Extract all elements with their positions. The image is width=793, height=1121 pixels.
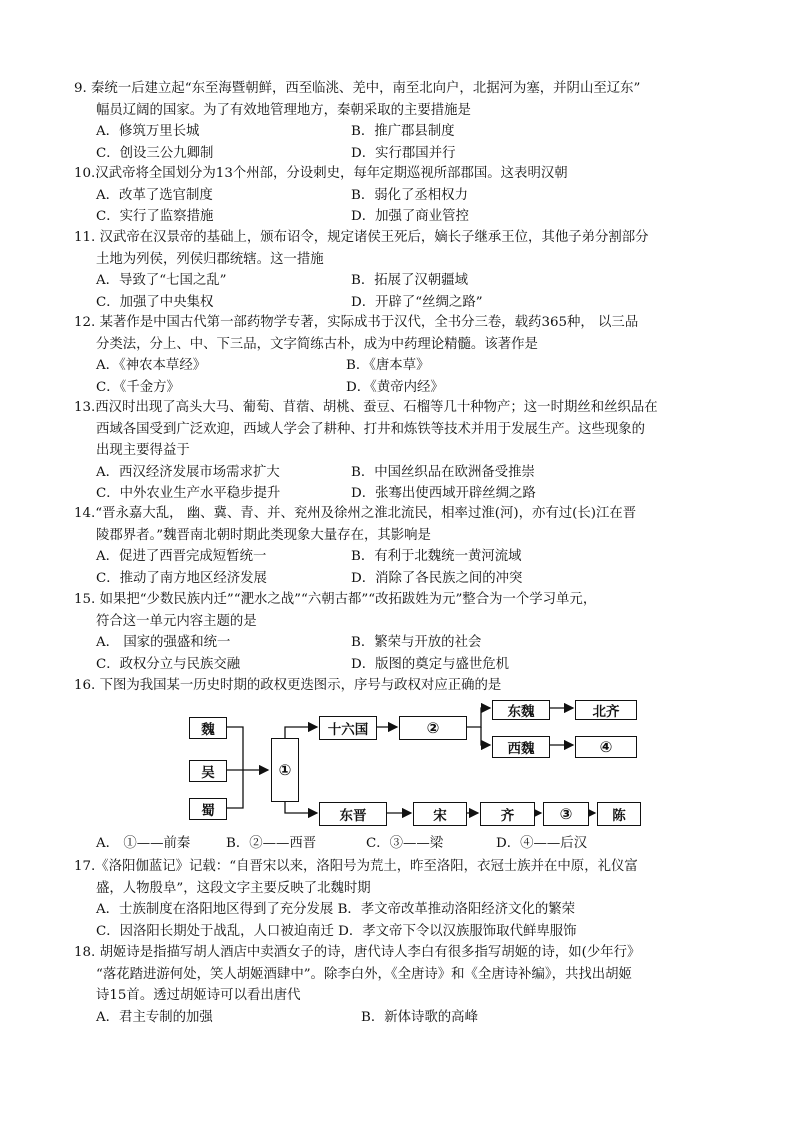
option-b[interactable]: B．拓展了汉朝疆域 [351, 273, 468, 288]
regime-succession-diagram [185, 700, 645, 830]
question-16: 16. 下图为我国某一历史时期的政权更迭图示，序号与政权对应正确的是 [74, 678, 502, 693]
option-d[interactable]: D．张骞出使西域开辟丝绸之路 [351, 486, 536, 501]
box-shiliuguo: 十六国 [319, 716, 377, 740]
option-cd[interactable]: C．因洛阳长期处于战乱，人口被迫南迁 D．孝文帝下令以汉族服饰取代鲜卑服饰 [96, 923, 577, 939]
option-d[interactable]: D．版图的奠定与盛世危机 [351, 656, 510, 672]
option-b[interactable]: B．推广郡县制度 [351, 124, 455, 139]
question-stem: 如果把“少数民族内迁”“淝水之战”“六朝古都”“改拓跋姓为元”整合为一个学习单元， [99, 592, 597, 607]
option-a[interactable]: A．《神农本草经》 [96, 358, 207, 373]
question-13: 13.西汉时出现了高头大马、葡萄、苜蓿、胡桃、蚕豆、石榴等几十种物产；这一时期丝和丝织品在 西域各国受到广泛欢迎，西域人学会了耕种、打井和炼铁等技术并用于发展生产。这些现象的 出现主要得益于 A．西汉经济发展市场需求扩大 B．中国丝织品在欧洲备受推崇 C．中外农业生产水平稳步提升 D．张骞出使西域开辟丝绸之路 [74, 397, 734, 505]
question-18: 18. 胡姬诗是指描写胡人酒店中卖酒女子的诗，唐代诗人李白有很多指写胡姬的诗，如(少年行》 “落花踏进游何处，笑人胡姬酒肆中”。除李白外，《全唐诗》和《全唐诗补编》，共找出胡姬 诗15首。透过胡姬诗可以看出唐代 A．君主专制的加强 B．新体诗歌的高峰 [74, 942, 734, 1028]
option-b[interactable]: B．中国丝织品在欧洲备受推崇 [351, 464, 535, 480]
box-song: 宋 [413, 802, 467, 826]
question-12: 12. 某著作是中国古代第一部药物学专著，实际成书于汉代，全书分三卷，载药365种， 以三品 分类法，分上、中、下三品，文字简练古朴，成为中药理论精髓。该著作是 A．《神农本草经》 B．《唐本草》 C．《千金方》 D．《黄帝内经》 [74, 312, 734, 398]
box-1: ① [271, 738, 299, 802]
option-a[interactable]: A． ①——前秦 [96, 836, 191, 851]
box-shu: 蜀 [189, 798, 227, 820]
option-a[interactable]: A．改革了选官制度 [96, 187, 213, 203]
option-a[interactable]: A．促进了西晋完成短暂统一 [96, 549, 267, 564]
question-16-options [96, 834, 736, 854]
box-xiwei: 西魏 [492, 736, 550, 758]
box-3: ③ [543, 802, 589, 826]
option-a[interactable]: A．君主专制的加强 [96, 1009, 213, 1025]
option-d[interactable]: D．④——后汉 [496, 836, 588, 851]
question-stem: 西汉时出现了高头大马、葡萄、苜蓿、胡桃、蚕豆、石榴等几十种物产；这一时期丝和丝织品在 [95, 400, 658, 415]
option-c[interactable]: C．推动了南方地区经济发展 [96, 570, 267, 586]
question-stem: 汉武帝将全国划分为13个州部，分设刺史，每年定期巡视所部郡国。这表明汉朝 [95, 166, 568, 181]
option-b[interactable]: B．新体诗歌的高峰 [361, 1009, 478, 1025]
question-15: 15. 如果把“少数民族内迁”“淝水之战”“六朝古都”“改拓跋姓为元”整合为一个学习单元， 符合这一单元内容主题的是 A． 国家的强盛和统一 B．繁荣与开放的社会 C．政权分立与民族交融 D．版图的奠定与盛世危机 [74, 589, 734, 675]
option-b[interactable]: B．繁荣与开放的社会 [351, 635, 482, 650]
question-stem: 胡姬诗是指描写胡人酒店中卖酒女子的诗，唐代诗人李白有很多指写胡姬的诗，如(少年行》 [99, 945, 641, 960]
box-dongjin: 东晋 [319, 802, 387, 826]
question-17: 17.《洛阳伽蓝记》记载：“自晋宋以来，洛阳号为荒土，昨至洛阳，衣冠士族并在中原，礼仪富 盛，人物殷阜”，这段文字主要反映了北魏时期 A．士族制度在洛阳地区得到了充分发展 B．孝文帝改革推动洛阳经济文化的繁荣 C．因洛阳长期处于战乱，人口被迫南迁 D．孝文帝下令以汉族服饰取代鲜卑服饰 [74, 856, 734, 942]
option-ab[interactable]: A．士族制度在洛阳地区得到了充分发展 B．孝文帝改革推动洛阳经济文化的繁荣 [96, 902, 576, 917]
question-stem: 《洛阳伽蓝记》记载：“自晋宋以来，洛阳号为荒土，昨至洛阳，衣冠士族并在中原，礼仪富 [95, 859, 638, 874]
option-b[interactable]: B．②——西晋 [226, 836, 317, 851]
option-b[interactable]: B．有利于北魏统一黄河流域 [351, 549, 522, 564]
option-d[interactable]: D．《黄帝内经》 [346, 379, 444, 395]
option-c[interactable]: C．创设三公九卿制 [96, 145, 214, 161]
option-a[interactable]: A．西汉经济发展市场需求扩大 [96, 464, 280, 480]
option-a[interactable]: A．导致了“七国之乱” [96, 273, 227, 288]
option-c[interactable]: C．《千金方》 [96, 379, 180, 395]
option-a[interactable]: A． 国家的强盛和统一 [96, 635, 231, 650]
option-c[interactable]: C．政权分立与民族交融 [96, 656, 241, 672]
option-d[interactable]: D．实行郡国并行 [351, 145, 456, 161]
option-b[interactable]: B．弱化了丞相权力 [351, 187, 468, 203]
option-d[interactable]: D．消除了各民族之间的冲突 [351, 570, 523, 586]
box-2: ② [399, 716, 467, 740]
question-stem: 汉武帝在汉景帝的基础上，颁布诏令，规定诸侯王死后，嫡长子继承王位，其他子弟分割部分 [99, 230, 649, 245]
option-c[interactable]: C．③——梁 [366, 836, 444, 851]
question-stem: “晋永嘉大乱， 幽、冀、青、并、兖州及徐州之淮北流民，相率过淮(河)，亦有过(长)江在晋 [95, 506, 637, 521]
question-9: 9. 秦统一后建立起“东至海暨朝鲜，西至临洮、羌中，南至北向户，北据河为塞，并阴山至辽东” 幅员辽阔的国家。为了有效地管理地方，秦朝采取的主要措施是 A．修筑万里长城 B．推广郡县制度 C．创设三公九卿制 D．实行郡国并行 [74, 78, 734, 164]
question-14: 14.“晋永嘉大乱， 幽、冀、青、并、兖州及徐州之淮北流民，相率过淮(河)，亦有过(长)江在晋 陵郡界者。”魏晋南北朝时期此类现象大量存在，其影响是 A．促进了西晋完成短暂统一 B．有利于北魏统一黄河流域 C．推动了南方地区经济发展 D．消除了各民族之间的冲突 [74, 503, 734, 589]
box-qi: 齐 [480, 802, 535, 826]
question-10: 10.汉武帝将全国划分为13个州部，分设刺史，每年定期巡视所部郡国。这表明汉朝 A．改革了选官制度 B．弱化了丞相权力 C．实行了监察措施 D．加强了商业管控 [74, 163, 734, 228]
option-d[interactable]: D．开辟了“丝绸之路” [351, 294, 483, 310]
box-chen: 陈 [597, 802, 641, 826]
option-a[interactable]: A．修筑万里长城 [96, 124, 200, 139]
box-beiqi: 北齐 [575, 700, 637, 720]
question-stem: 秦统一后建立起“东至海暨朝鲜，西至临洮、羌中，南至北向户，北据河为塞，并阴山至辽东” [91, 81, 641, 96]
option-c[interactable]: C．中外农业生产水平稳步提升 [96, 486, 281, 501]
box-wei: 魏 [189, 717, 227, 739]
question-11: 11. 汉武帝在汉景帝的基础上，颁布诏令，规定诸侯王死后，嫡长子继承王位，其他子弟分割部分 土地为列侯，列侯归郡统辖。这一措施 A．导致了“七国之乱” B．拓展了汉朝疆域 C．加强了中央集权 D．开辟了“丝绸之路” [74, 227, 734, 313]
option-c[interactable]: C．实行了监察措施 [96, 209, 214, 224]
question-stem: 某著作是中国古代第一部药物学专著，实际成书于汉代，全书分三卷，载药365种， 以三品 [99, 315, 639, 330]
box-4: ④ [575, 736, 637, 758]
option-d[interactable]: D．加强了商业管控 [351, 209, 469, 224]
box-wu: 吴 [189, 760, 227, 782]
box-dongwei: 东魏 [492, 700, 550, 720]
option-b[interactable]: B．《唐本草》 [346, 358, 430, 373]
option-c[interactable]: C．加强了中央集权 [96, 294, 214, 310]
question-stem: 下图为我国某一历史时期的政权更迭图示，序号与政权对应正确的是 [99, 678, 502, 693]
